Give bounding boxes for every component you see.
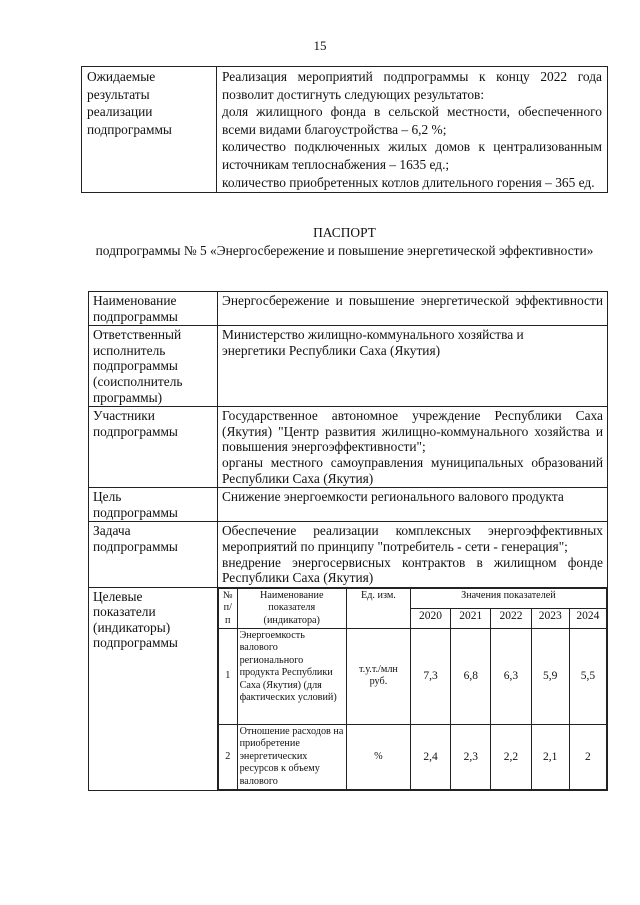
indicator-value: 6,8: [451, 628, 491, 724]
value-line: Государственное автономное учреждение Республики Саха (Якутия) "Центр развития жилищно-коммунального хозяйства и повышения энергоэффективности";: [222, 408, 603, 455]
row-targets: [89, 587, 608, 790]
value-line: внедрение энергосервисных контрактов в жилищном фонде Республики Саха (Якутия): [222, 554, 603, 586]
row-name-label: [89, 292, 218, 326]
label-line: подпрограммы: [93, 504, 178, 520]
indicator-value: 2,2: [491, 724, 531, 789]
indicator-value: 5,5: [569, 628, 606, 724]
label-line: подпрограммы: [87, 121, 172, 137]
passport-subtitle: подпрограммы № 5 «Энергосбережение и повышение энергетической эффективности»: [95, 242, 594, 258]
indicator-value: 7,3: [410, 628, 450, 724]
value-line: Министерство жилищно-коммунального хозяйства и: [222, 327, 524, 343]
year-cell: 2023: [531, 608, 569, 628]
value-line: энергетики Республики Саха (Якутия): [222, 342, 441, 358]
label-line: результаты: [87, 86, 150, 102]
indicators-header-row: [219, 588, 607, 608]
label-line: подпрограммы: [93, 308, 178, 324]
value-line: органы местного самоуправления муниципальных образований Республики Саха (Якутия): [222, 454, 603, 486]
indicator-value: 2,3: [451, 724, 491, 789]
label-line: Целевые: [93, 588, 143, 604]
indicator-num: 1: [219, 628, 238, 724]
label-line: Участники: [93, 408, 155, 424]
header-values: Значения показателей: [410, 588, 606, 608]
label-line: Ответственный: [93, 327, 182, 343]
row-goal-label: [89, 488, 218, 522]
result-line: количество подключенных жилых домов к централизованным источникам теплоснабжения – 1635 ед.;: [222, 139, 602, 172]
year-cell: 2020: [410, 608, 450, 628]
row-task-label: [89, 522, 218, 587]
indicator-value: 2: [569, 724, 606, 789]
year-cell: 2022: [491, 608, 531, 628]
indicator-row: [219, 628, 607, 724]
row-goal: [89, 488, 608, 522]
header-unit: Ед. изм.: [346, 588, 410, 628]
result-line: доля жилищного фонда в сельской местности, обеспеченного всеми видами благоустройства – 6,2 %;: [222, 104, 602, 137]
row-task: [89, 522, 608, 587]
passport-table: [88, 291, 608, 791]
label-line: реализации: [87, 104, 153, 120]
label-line: программы): [93, 389, 163, 405]
label-line: подпрограммы: [93, 635, 178, 651]
label-line: (соисполнитель: [93, 373, 183, 389]
indicator-value: 5,9: [531, 628, 569, 724]
row-participants: [89, 407, 608, 488]
row-executor-label: [89, 326, 218, 407]
indicator-num: 2: [219, 724, 238, 789]
indicators-cell: [218, 587, 608, 790]
label-line: Наименование: [93, 293, 177, 308]
expected-results-table: [81, 66, 608, 193]
page-number: 15: [313, 38, 327, 53]
label-line: показатели: [93, 604, 156, 620]
indicators-table: [218, 588, 607, 790]
label-line: исполнитель: [93, 342, 166, 358]
row-name-value: Энергосбережение и повышение энергетической эффективности: [218, 292, 608, 326]
expected-results-row: [82, 67, 608, 193]
value-line: Обеспечение реализации комплексных энергоэффективных мероприятий по принципу "потребитель - сети - генерация";: [222, 523, 603, 554]
row-targets-label: [89, 587, 218, 790]
label-line: (индикаторы): [93, 619, 171, 635]
indicator-value: 2,4: [410, 724, 450, 789]
year-cell: 2021: [451, 608, 491, 628]
indicator-value: 2,1: [531, 724, 569, 789]
header-name: Наименование показателя (индикатора): [237, 588, 346, 628]
header-num: № п/п: [219, 588, 238, 628]
label-line: Цель: [93, 489, 122, 505]
indicator-name: Отношение расходов на приобретение энергетических ресурсов к объему валового: [237, 724, 346, 789]
result-line: Реализация мероприятий подпрограммы к концу 2022 года позволит достигнуть следующих результатов:: [222, 69, 602, 102]
year-cell: 2024: [569, 608, 606, 628]
row-executor: [89, 326, 608, 407]
label-line: подпрограммы: [93, 423, 178, 439]
indicator-name: Энергоемкость валового регионального продукта Республики Саха (Якутия) (для фактических условий): [237, 628, 346, 724]
expected-results-text: [217, 67, 608, 193]
label-line: подпрограммы: [93, 358, 178, 374]
indicator-unit: т.у.т./млн руб.: [346, 628, 410, 724]
row-name: [89, 292, 608, 326]
indicator-unit: %: [346, 724, 410, 789]
row-executor-value: [218, 326, 608, 407]
row-participants-label: [89, 407, 218, 488]
indicator-value: 6,3: [491, 628, 531, 724]
row-task-value: [218, 522, 608, 587]
expected-results-label: [82, 67, 217, 193]
label-line: подпрограммы: [93, 538, 178, 554]
passport-title: ПАСПОРТ: [313, 225, 376, 240]
label-line: Ожидаемые: [87, 69, 156, 84]
indicator-row: [219, 724, 607, 789]
row-participants-value: [218, 407, 608, 488]
row-goal-value: Снижение энергоемкости регионального валового продукта: [218, 488, 608, 522]
label-line: Задача: [93, 523, 131, 539]
passport-heading: [81, 224, 608, 259]
result-line: количество приобретенных котлов длительного горения – 365 ед.: [222, 174, 595, 190]
